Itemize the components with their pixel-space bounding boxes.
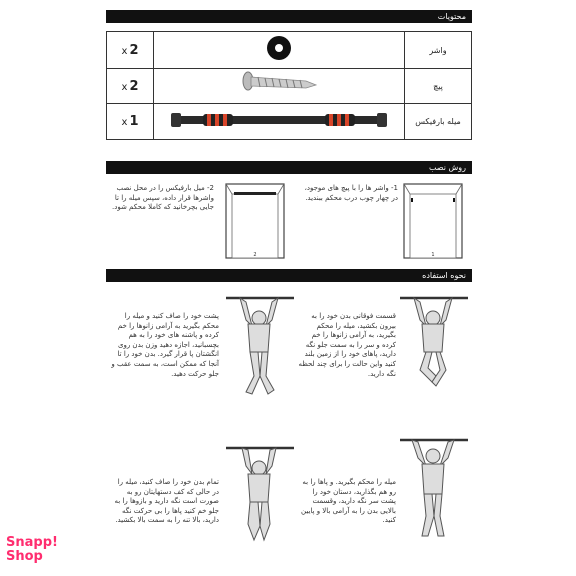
pullup-figure-4 [224,440,296,552]
figure-number: 2 [253,252,257,258]
pullup-bar-icon [169,108,389,132]
section-header-contents: محتویات [106,10,472,23]
quantity-cell: x 1 [107,104,154,140]
install-step-1-text: 1- واشر ها را با پیچ های موجود، در چهار چوب درب محکم ببندید. [304,184,398,202]
usage-text-3: میله را محکم بگیرید. و پاها را به رو هم بگذارید، دستان خود را پشت سر نگه دارید، وقسمت بالایی بدن را به آرامی بالا و پایین کنید. [301,478,396,525]
section-header-install: روش نصب [106,161,472,174]
door-frame-figure-2 [222,180,288,262]
section-header-usage: نحوه استفاده [106,269,472,282]
item-name: پیچ [405,69,472,104]
pullup-figure-2 [224,290,296,402]
contents-table [106,31,472,140]
table-row [107,69,472,104]
item-name: میله بارفیکس [405,104,472,140]
washer-icon [259,33,299,63]
snapp-shop-logo [6,536,58,564]
table-row [107,32,472,69]
door-frame-figure-1 [400,180,466,262]
pullup-figure-3 [398,432,470,544]
pullup-figure-1 [398,290,470,402]
logo-line-1: Snapp! [6,535,58,550]
usage-text-1: قسمت فوقانی بدن خود را به بیرون بکشید، میله را محکم بگیرید، به آرامی زانوها را خم کرده و سر را به سمت جلو نگه دارید، پاهای خود را از زمین بلند کنید واین حالت را برای چند لحظه نگه دارید. [298,312,396,378]
logo-line-2: Shop [6,549,43,564]
install-step-2-text: 2- میل بارفیکس را در محل نصب واشرها قرار داده، سپس میله را تا جایی بچرخانید که کاملا محکم شود. [112,184,214,212]
item-name: واشر [405,32,472,69]
quantity-cell: x 2 [107,32,154,69]
screw-icon [234,69,324,99]
table-row [107,104,472,140]
usage-text-4: تمام بدن خود را صاف کنید، میله را در حالی که کف دستهایتان رو به صورت است نگه دارید و بازوها را به جلو خم کنید پاها را بی حرکت نگه دارید، بالا تنه را به سمت بالا بکشید. [114,478,219,525]
figure-number: 1 [431,252,435,258]
usage-text-2: پشت خود را صاف کنید و میله را محکم بگیرید به آرامی زانوها را خم کرده و پاشنه های خود را به هم بچسبانید، اجازه دهید وزن بدن روی انگشتان پا قرار گیرد. بدن خود را تا آنجا که ممکن است، به سمت عقب و جلو حرکت دهید. [111,312,219,378]
quantity-cell: x 2 [107,69,154,104]
